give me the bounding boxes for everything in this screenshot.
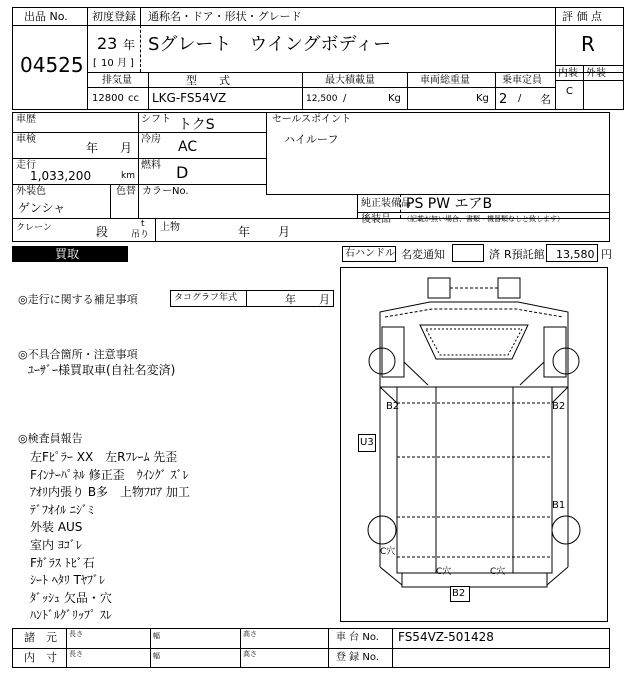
capacity-label: 乗車定員 bbox=[502, 75, 542, 86]
fuel-value: D bbox=[176, 163, 189, 182]
driving-notes-label: ◎走行に関する補足事項 bbox=[18, 293, 138, 306]
mark-left-mid: U3 bbox=[360, 437, 374, 448]
interior-grade: C bbox=[566, 86, 573, 97]
inspector-line: ｱｵﾘ内張り B多 上物ﾌﾛｱ 加工 bbox=[30, 485, 190, 500]
reg-month: 10 bbox=[101, 58, 114, 69]
crane-hang: 吊り bbox=[131, 230, 150, 240]
tacho-label: タコグラフ年式 bbox=[174, 293, 238, 303]
aftermarket-label: 後装品 bbox=[361, 214, 391, 225]
interior-height-label: 高さ bbox=[243, 650, 257, 658]
mark-rear-right: C穴 bbox=[490, 567, 506, 577]
lot-number: 04525 bbox=[20, 53, 84, 77]
lift-label: 上物 bbox=[160, 222, 180, 233]
mileage-unit: km bbox=[121, 171, 135, 181]
model-grade: Sグレート ウイングボディー bbox=[148, 34, 392, 55]
mark-rear-left: C穴 bbox=[436, 567, 452, 577]
equipment-value: PS PW エアB bbox=[406, 196, 493, 212]
overall-grade: R bbox=[581, 32, 595, 56]
reg-year-unit: 年 bbox=[123, 38, 136, 52]
defects-label: ◎不具合箇所・注意事項 bbox=[18, 348, 138, 361]
inspector-line: 左Fﾋﾟﾗｰ XX 左Rﾌﾚｰﾑ 先歪 bbox=[30, 450, 178, 464]
max-load-unit: Kg bbox=[388, 93, 401, 104]
crane-stage: 段 bbox=[96, 225, 109, 239]
sales-point: ハイルーフ bbox=[284, 133, 339, 146]
tacho-year-unit: 年 bbox=[285, 293, 296, 306]
rating-label: 評 価 点 bbox=[562, 10, 602, 23]
interior-length-label: 長さ bbox=[69, 650, 83, 658]
fuel-label: 燃料 bbox=[141, 160, 161, 171]
right-door bbox=[544, 327, 566, 377]
inspector-line: 外装 AUS bbox=[30, 520, 83, 535]
vehicle-diagram bbox=[340, 267, 608, 622]
lift-month-unit: 月 bbox=[278, 225, 291, 239]
tacho-month-unit: 月 bbox=[319, 293, 330, 306]
displacement: 12800 bbox=[92, 93, 124, 104]
ac-value: AC bbox=[178, 139, 198, 155]
rear-bumper bbox=[402, 573, 547, 587]
interior-width-label: 幅 bbox=[153, 652, 160, 660]
crane-label: クレーン bbox=[16, 223, 52, 233]
max-load-label: 最大積載量 bbox=[325, 75, 375, 86]
inspector-line: 室内 ﾖｺﾞﾚ bbox=[30, 538, 82, 552]
shift-label: シフト bbox=[141, 114, 171, 125]
handle-value: 右ハンドル bbox=[345, 248, 395, 259]
lot-label: 出品 No. bbox=[24, 10, 68, 23]
mark-left-side: B2 bbox=[386, 401, 400, 412]
shift-value: トクS bbox=[178, 117, 215, 133]
inspection-month-unit: 月 bbox=[120, 141, 133, 155]
inspector-line: Fｲﾝﾅｰﾊﾟﾈﾙ 修正歪 ｳｲﾝｸﾞ ｽﾞﾚ bbox=[30, 467, 189, 482]
interior-size-label: 内 寸 bbox=[24, 651, 57, 664]
inspector-report-label: ◎検査員報告 bbox=[18, 432, 83, 445]
color-change-label: 色替 bbox=[116, 186, 136, 197]
left-door bbox=[382, 327, 404, 377]
rear-right-wheel bbox=[552, 516, 580, 544]
rear-left-wheel bbox=[368, 516, 396, 544]
left-mirror bbox=[428, 278, 450, 298]
recycle-done: 済 bbox=[489, 248, 500, 261]
exterior-color: ゲンシャ bbox=[18, 201, 66, 215]
mark-left-rear: C穴 bbox=[380, 547, 396, 557]
mark-right-side: B2 bbox=[552, 401, 566, 412]
chassis-number: FS54VZ-501428 bbox=[398, 630, 494, 644]
registration-label: 登 録 No. bbox=[336, 652, 379, 663]
mileage-label: 走行 bbox=[16, 160, 36, 171]
exterior-color-label: 外装色 bbox=[16, 186, 46, 197]
crane-ton: t bbox=[141, 219, 145, 229]
gross-weight-unit: Kg bbox=[476, 93, 489, 104]
sales-point-label: セールスポイント bbox=[272, 114, 352, 125]
windshield bbox=[420, 325, 528, 359]
ac-label: 冷房 bbox=[141, 134, 161, 145]
inspector-line: ﾊﾝﾄﾞﾙｸﾞﾘｯﾌﾟ ｽﾚ bbox=[30, 608, 112, 623]
recycle-deposit-label: R預託館 bbox=[504, 248, 545, 261]
reg-month-unit: 月 bbox=[117, 58, 127, 69]
model-code-label: 型 式 bbox=[186, 74, 230, 87]
model-code: LKG-FS54VZ bbox=[152, 91, 227, 105]
name-change-label: 名変通知 bbox=[401, 248, 445, 261]
aftermarket-note: （記載が無い場合、書類・機器類なしと致します） bbox=[403, 215, 564, 223]
displacement-label: 排気量 bbox=[102, 75, 132, 86]
displacement-unit: cc bbox=[128, 93, 139, 104]
inspector-line: ｼｰﾄ ﾍﾀﾘ Tﾔﾌﾞﾚ bbox=[30, 573, 105, 588]
name-change-box bbox=[452, 244, 484, 262]
capacity: 2 bbox=[499, 92, 508, 107]
cab-outline bbox=[380, 302, 568, 387]
dims-width-label: 幅 bbox=[153, 632, 160, 640]
dims-label: 諸 元 bbox=[24, 631, 57, 644]
model-grade-label: 通称名・ドア・形状・グレード bbox=[148, 10, 302, 23]
chassis-label: 車 台 No. bbox=[336, 632, 379, 643]
inspector-line: ﾃﾞﾌｵｲﾙ ﾆｼﾞﾐ bbox=[30, 502, 94, 517]
mark-bumper: B2 bbox=[452, 588, 466, 599]
defects-text: ﾕｰｻﾞｰ様買取車(自社名変済) bbox=[28, 363, 176, 377]
exterior-grade-label: 外装 bbox=[586, 68, 606, 79]
inspection-label: 車検 bbox=[16, 134, 36, 145]
inspector-line: ﾀﾞｯｼｭ 欠品・穴 bbox=[30, 590, 112, 605]
capacity-unit: 名 bbox=[540, 93, 551, 106]
buy-badge: 買取 bbox=[12, 246, 128, 262]
inspection-year-unit: 年 bbox=[86, 141, 99, 155]
gross-weight-label: 車両総重量 bbox=[420, 75, 470, 86]
inspector-line: Fｶﾞﾗｽ ﾄﾋﾞ石 bbox=[30, 555, 95, 570]
max-load: 12,500 bbox=[306, 94, 338, 104]
color-no-label: カラーNo. bbox=[142, 186, 189, 197]
dims-length-label: 長さ bbox=[69, 630, 83, 638]
right-mirror bbox=[498, 278, 520, 298]
lift-year-unit: 年 bbox=[238, 225, 251, 239]
reg-year: 23 bbox=[97, 34, 118, 53]
first-reg-label: 初度登録 bbox=[92, 10, 136, 23]
dims-height-label: 高さ bbox=[243, 630, 257, 638]
equipment-label: 純正装備品 bbox=[361, 198, 411, 209]
mileage-value: 1,033,200 bbox=[30, 169, 92, 183]
interior-grade-label: 内装 bbox=[558, 68, 578, 79]
recycle-deposit: 13,580 bbox=[556, 248, 595, 261]
recycle-unit: 円 bbox=[601, 248, 612, 261]
cargo-body bbox=[397, 387, 552, 573]
mark-right-rear: B1 bbox=[552, 500, 566, 511]
history-label: 車歴 bbox=[16, 114, 36, 125]
